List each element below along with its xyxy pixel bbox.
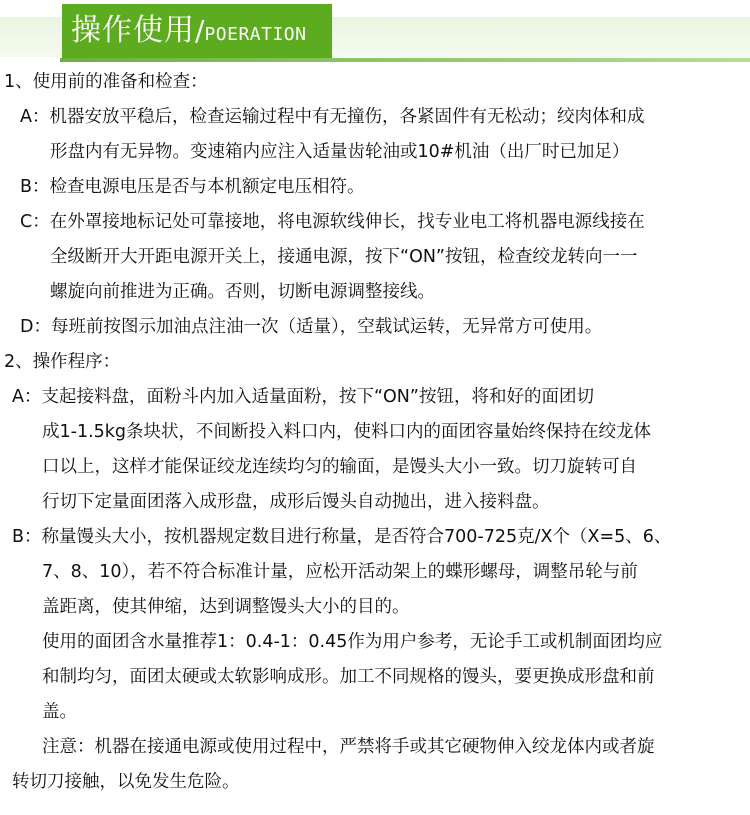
paragraph-line: 行切下定量面团落入成形盘，成形后馒头自动抛出，进入接料盘。	[42, 492, 550, 512]
section-heading-procedure: 2、操作程序：	[4, 352, 121, 372]
section-title-chinese: 操作使用	[71, 13, 195, 48]
paragraph-line: D：每班前按图示加油点注油一次（适量），空载试运转，无异常方可使用。	[20, 317, 603, 337]
section-title	[71, 8, 306, 58]
paragraph-line: 盖距离，使其伸缩，达到调整馒头大小的目的。	[42, 597, 410, 617]
paragraph-line: 和制均匀，面团太硬或太软影响成形。加工不同规格的馒头，要更换成形盘和前	[42, 667, 655, 687]
paragraph-line: A：机器安放平稳后，检查运输过程中有无撞伤，各紧固件有无松动；绞肉体和成	[20, 107, 645, 127]
paragraph-line: 使用的面团含水量推荐1：0.4-1：0.45作为用户参考，无论手工或机制面团均应	[42, 632, 663, 652]
paragraph-line: B：检查电源电压是否与本机额定电压相符。	[20, 177, 365, 197]
section-header	[0, 0, 750, 62]
paragraph-line: C：在外罩接地标记处可靠接地，将电源软线伸长，找专业电工将机器电源线接在	[20, 212, 645, 232]
paragraph-line: 成1-1.5kg条块状，不间断投入料口内，使料口内的面团容量始终保持在绞龙体	[42, 422, 652, 442]
section-title-separator: /	[195, 14, 205, 47]
warning-line: 转切刀接触，以免发生危险。	[12, 772, 240, 792]
paragraph-line: B：称量馒头大小，按机器规定数目进行称量，是否符合700-725克/X个（X=5、6、	[12, 527, 672, 547]
paragraph-line: 盖。	[42, 702, 77, 722]
paragraph-line: 全级断开大开距电源开关上，接通电源，按下“ON”按钮，检查绞龙转向一一	[50, 247, 638, 267]
section-title-english: POERATION	[204, 24, 307, 45]
section-heading-preparation: 1、使用前的准备和检查：	[4, 72, 208, 92]
paragraph-line: 口以上，这样才能保证绞龙连续均匀的输面，是馒头大小一致。切刀旋转可自	[42, 457, 637, 477]
paragraph-line: A：支起接料盘，面粉斗内加入适量面粉，按下“ON”按钮，将和好的面团切	[12, 387, 594, 407]
paragraph-line: 7、8、10），若不符合标准计量，应松开活动架上的蝶形螺母，调整吊轮与前	[42, 562, 638, 582]
warning-line: 注意：机器在接通电源或使用过程中，严禁将手或其它硬物伸入绞龙体内或者旋	[42, 737, 655, 757]
paragraph-line: 螺旋向前推进为正确。否则，切断电源调整接线。	[50, 282, 435, 302]
header-underline	[60, 58, 750, 62]
paragraph-line: 形盘内有无异物。变速箱内应注入适量齿轮油或10#机油（出厂时已加足）	[50, 142, 630, 162]
